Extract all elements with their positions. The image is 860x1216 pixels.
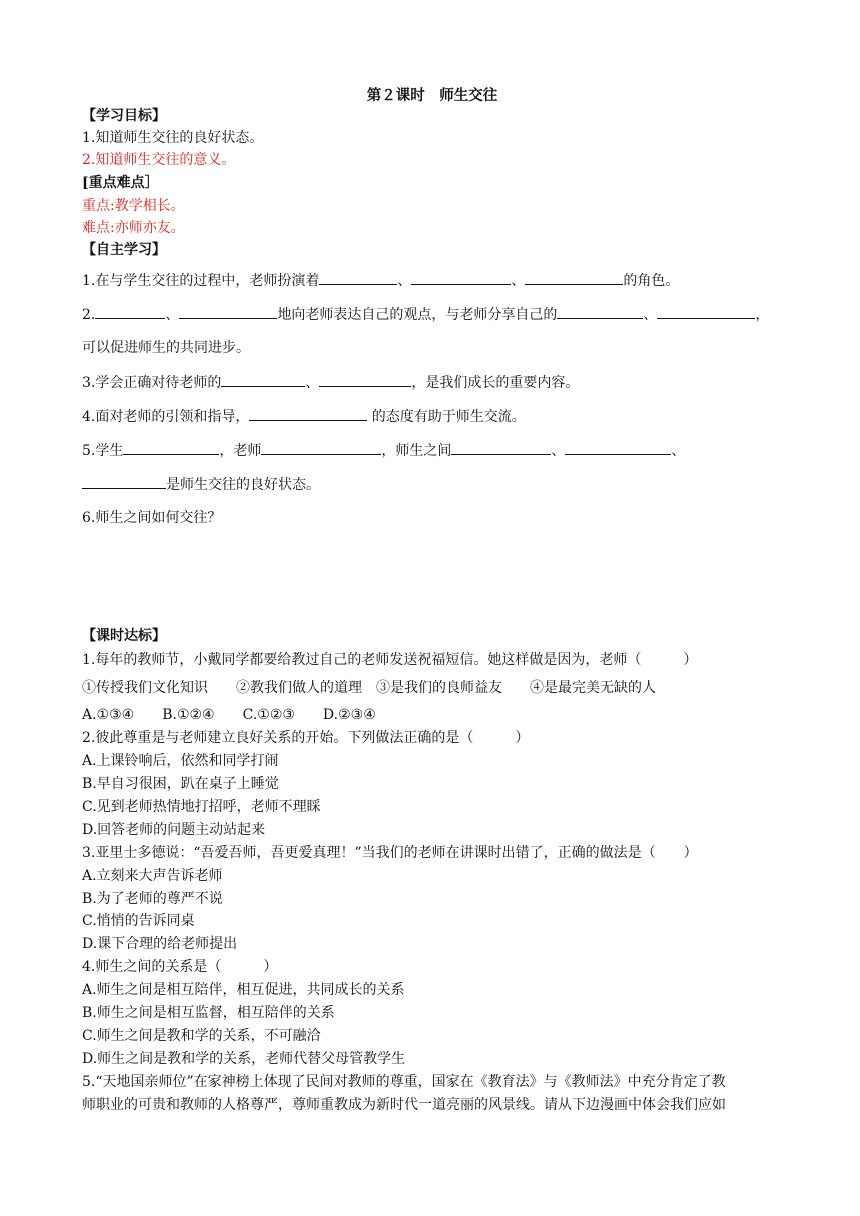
answer-blank[interactable]: [565, 440, 671, 455]
goals-header: 【学习目标】: [82, 108, 166, 124]
self-study-q3: 3.学会正确对待老师的 、 ，是我们成长的重要内容。: [82, 372, 579, 393]
practice-header: 【课时达标】: [82, 628, 166, 644]
self-study-q1: 1.在与学生交往的过程中，老师扮演着 、 、 的角色。: [82, 270, 679, 291]
key-point-focus: 重点:教学相长。: [82, 198, 185, 214]
practice-line: C.悄悄的告诉同桌: [82, 913, 195, 929]
practice-line: D.师生之间是教和学的关系，老师代替父母管教学生: [82, 1051, 406, 1067]
answer-blank[interactable]: [95, 304, 165, 319]
self-study-q2: 2. 、 地向老师表达自己的观点，与老师分享自己的 、 ，: [82, 304, 769, 325]
practice-line: 师职业的可贵和教师的人格尊严，尊师重教成为新时代一道亮丽的风景线。请从下边漫画中体会我们应如: [82, 1097, 726, 1113]
answer-blank[interactable]: [411, 270, 511, 285]
practice-line: D.回答老师的问题主动站起来: [82, 822, 266, 838]
answer-blank[interactable]: [123, 440, 219, 455]
practice-line: A.立刻来大声告诉老师: [82, 868, 223, 884]
answer-blank[interactable]: [657, 304, 755, 319]
self-study-q4: 4.面对老师的引领和指导， 的态度有助于师生交流。: [82, 406, 526, 427]
practice-line: 1.每年的教师节，小戴同学都要给教过自己的老师发送祝福短信。她这样做是因为，老师（ ）: [82, 652, 698, 668]
practice-line: A.师生之间是相互陪伴，相互促进，共同成长的关系: [82, 982, 405, 998]
practice-line: ①传授我们文化知识 ②教我们做人的道理 ③是我们的良师益友 ④是最完美无缺的人: [82, 680, 656, 696]
goal-item-1: 1.知道师生交往的良好状态。: [82, 130, 264, 146]
page-title: 第２课时 师生交往: [366, 87, 498, 104]
practice-line: 3.亚里士多德说：“吾爱吾师，吾更爱真理！”当我们的老师在讲课时出错了，正确的做法是（ ）: [82, 845, 698, 861]
practice-line: A.①③④ B.①②④ C.①②③ D.②③④: [82, 707, 376, 723]
key-points-header: [重点难点］: [82, 175, 159, 191]
self-study-q2-continued: 可以促进师生的共同进步。: [82, 340, 250, 356]
practice-line: B.师生之间是相互监督，相互陪伴的关系: [82, 1005, 335, 1021]
answer-blank[interactable]: [319, 372, 411, 387]
answer-blank[interactable]: [179, 304, 277, 319]
answer-blank[interactable]: [82, 474, 166, 489]
practice-line: A.上课铃响后，依然和同学打闹: [82, 753, 279, 769]
practice-line: C.师生之间是教和学的关系，不可融洽: [82, 1028, 321, 1044]
answer-blank[interactable]: [451, 440, 551, 455]
answer-blank[interactable]: [525, 270, 623, 285]
key-point-difficulty: 难点:亦师亦友。: [82, 220, 185, 236]
self-study-q5-continued: 是师生交往的良好状态。: [82, 474, 320, 495]
answer-blank[interactable]: [557, 304, 643, 319]
practice-line: 5.“天地国亲师位”在家神榜上体现了民间对教师的尊重，国家在《教育法》与《教师法》中充分肯定了教: [82, 1074, 726, 1090]
self-study-q5: 5.学生 ，老师 ，师生之间 、 、: [82, 440, 685, 461]
practice-line: D.课下合理的给老师提出: [82, 936, 238, 952]
practice-line: 2.彼此尊重是与老师建立良好关系的开始。下列做法正确的是（ ）: [82, 730, 530, 746]
answer-blank[interactable]: [319, 270, 397, 285]
self-study-q6: 6.师生之间如何交往？: [82, 510, 222, 526]
goal-item-2: 2.知道师生交往的意义。: [82, 152, 236, 168]
practice-line: B.为了老师的尊严不说: [82, 891, 223, 907]
answer-blank[interactable]: [221, 372, 305, 387]
practice-line: C.见到老师热情地打招呼，老师不理睬: [82, 799, 321, 815]
answer-blank[interactable]: [249, 406, 367, 421]
practice-line: 4.师生之间的关系是（ ）: [82, 959, 278, 975]
practice-line: B.早自习很困，趴在桌子上睡觉: [82, 776, 279, 792]
answer-blank[interactable]: [261, 440, 381, 455]
self-study-header: 【自主学习】: [82, 242, 166, 258]
